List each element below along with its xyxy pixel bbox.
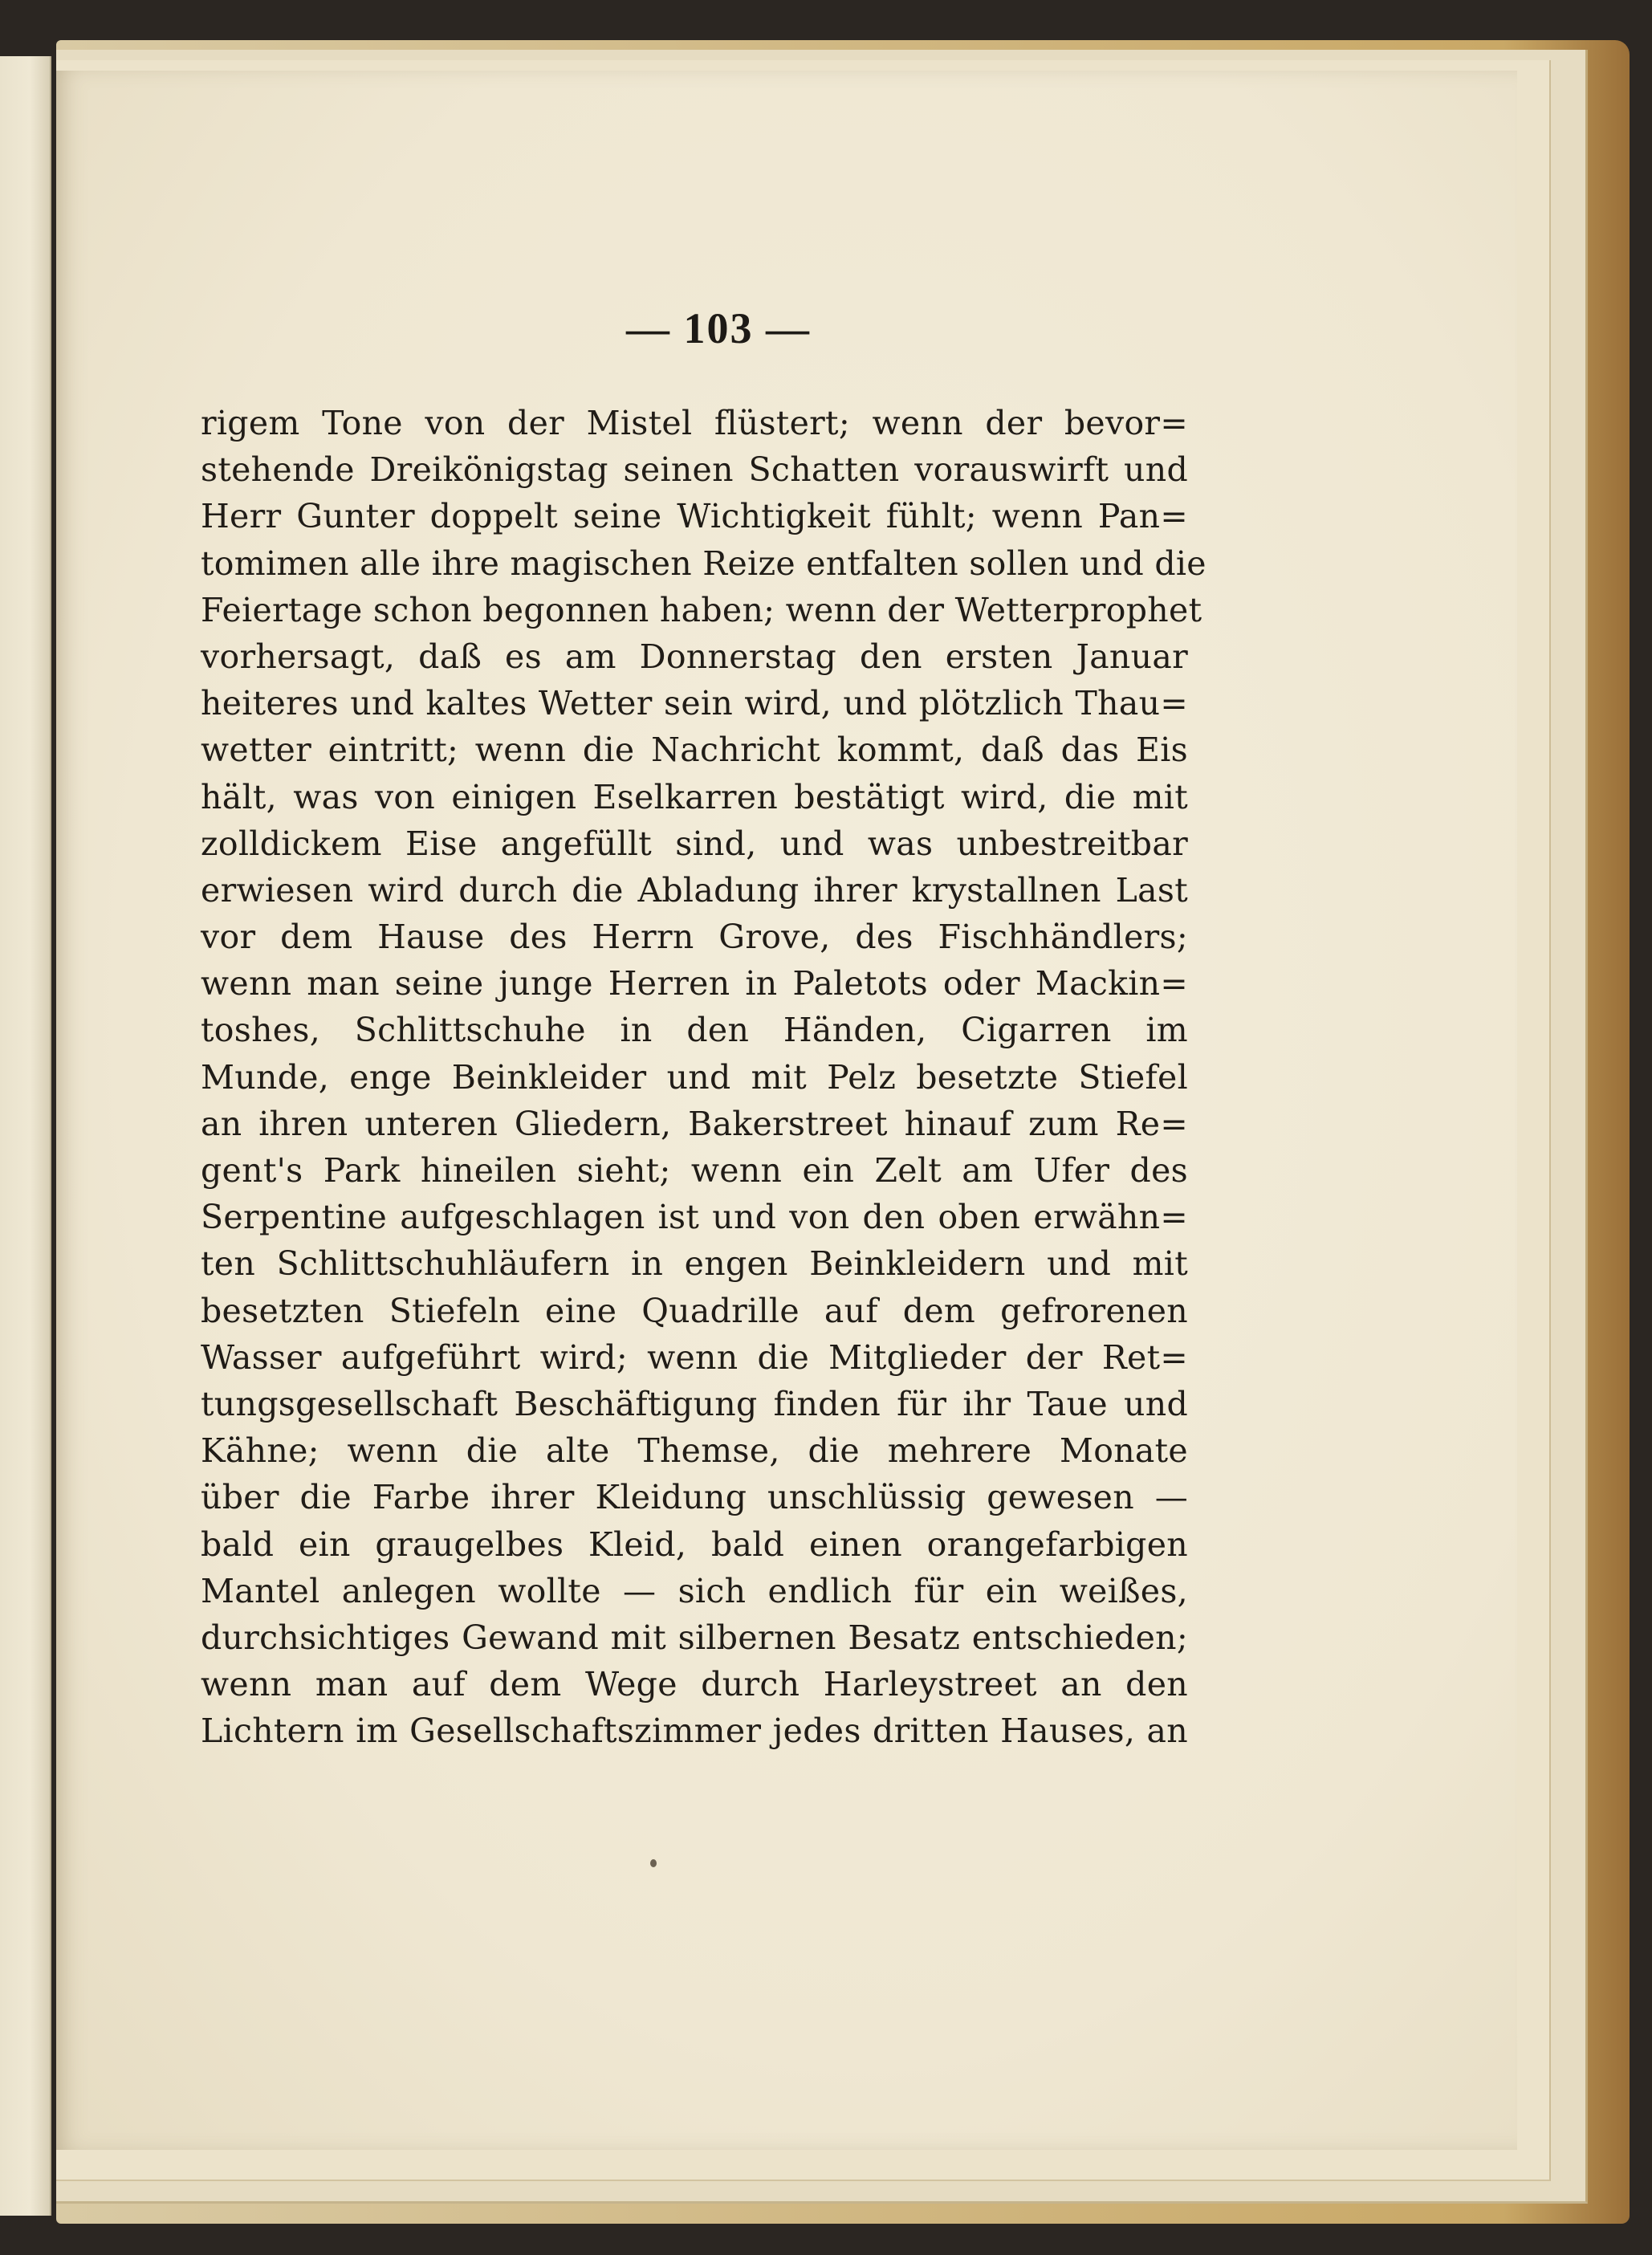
text-line: Serpentine aufgeschlagen ist und von den oben erwähn= — [201, 1198, 1188, 1237]
text-line: bald ein graugelbes Kleid, bald einen orangefarbigen — [201, 1524, 1188, 1564]
text-line: über die Farbe ihrer Kleidung unschlüssig gewesen — — [201, 1478, 1188, 1517]
ink-speck — [650, 1859, 657, 1867]
text-line: Munde, enge Beinkleider und mit Pelz besetzte Stiefel — [201, 1057, 1188, 1097]
adjacent-page-edge — [0, 56, 51, 2216]
text-line: erwiesen wird durch die Abladung ihrer krystallnen Last — [201, 870, 1188, 910]
text-line: wenn man seine junge Herren in Paletots oder Mackin= — [201, 964, 1188, 1003]
text-line: Wasser aufgeführt wird; wenn die Mitglieder der Ret= — [201, 1337, 1188, 1377]
text-line: Lichtern im Gesellschaftszimmer jedes dritten Hauses, an — [201, 1712, 1188, 1751]
text-line: vorhersagt, daß es am Donnerstag den ersten Januar — [201, 637, 1188, 676]
text-line: durchsichtiges Gewand mit silbernen Besatz entschieden; — [201, 1618, 1188, 1657]
text-line: toshes, Schlittschuhe in den Händen, Cigarren im — [201, 1011, 1188, 1050]
text-line: ten Schlittschuhläufern in engen Beinkleidern und mit — [201, 1244, 1188, 1284]
text-line: Feiertage schon begonnen haben; wenn der Wetterprophet — [201, 590, 1202, 629]
text-line: an ihren unteren Gliedern, Bakerstreet hinauf zum Re= — [201, 1104, 1188, 1143]
text-line: Herr Gunter doppelt seine Wichtigkeit fühlt; wenn Pan= — [201, 497, 1188, 536]
text-line: vor dem Hause des Herrn Grove, des Fischhändlers; — [201, 918, 1188, 957]
text-line: tungsgesellschaft Beschäftigung finden für ihr Taue und — [201, 1384, 1188, 1423]
text-line: Kähne; wenn die alte Themse, die mehrere Monate — [201, 1431, 1188, 1471]
text-line: tomimen alle ihre magischen Reize entfalten sollen und die — [201, 543, 1206, 583]
text-line: heiteres und kaltes Wetter sein wird, und plötzlich Thau= — [201, 684, 1188, 723]
text-line: besetzten Stiefeln eine Quadrille auf dem gefrorenen — [201, 1291, 1188, 1330]
page-number: — 103 — — [626, 304, 811, 352]
book-page — [56, 71, 1517, 2150]
text-line: stehende Dreikönigstag seinen Schatten vorauswirft und — [201, 450, 1188, 490]
text-line: hält, was von einigen Eselkarren bestätigt wird, die mit — [201, 777, 1188, 816]
body-text — [201, 400, 1206, 1754]
text-line: gent's Park hineilen sieht; wenn ein Zelt am Ufer des — [201, 1151, 1188, 1190]
text-line: wenn man auf dem Wege durch Harleystreet an den — [201, 1665, 1188, 1704]
text-line: Mantel anlegen wollte — sich endlich für ein weißes, — [201, 1571, 1188, 1610]
text-line: wetter eintritt; wenn die Nachricht kommt, daß das Eis — [201, 731, 1188, 770]
text-line: zolldickem Eise angefüllt sind, und was unbestreitbar — [201, 824, 1188, 863]
text-line: rigem Tone von der Mistel flüstert; wenn der bevor= — [201, 404, 1188, 442]
